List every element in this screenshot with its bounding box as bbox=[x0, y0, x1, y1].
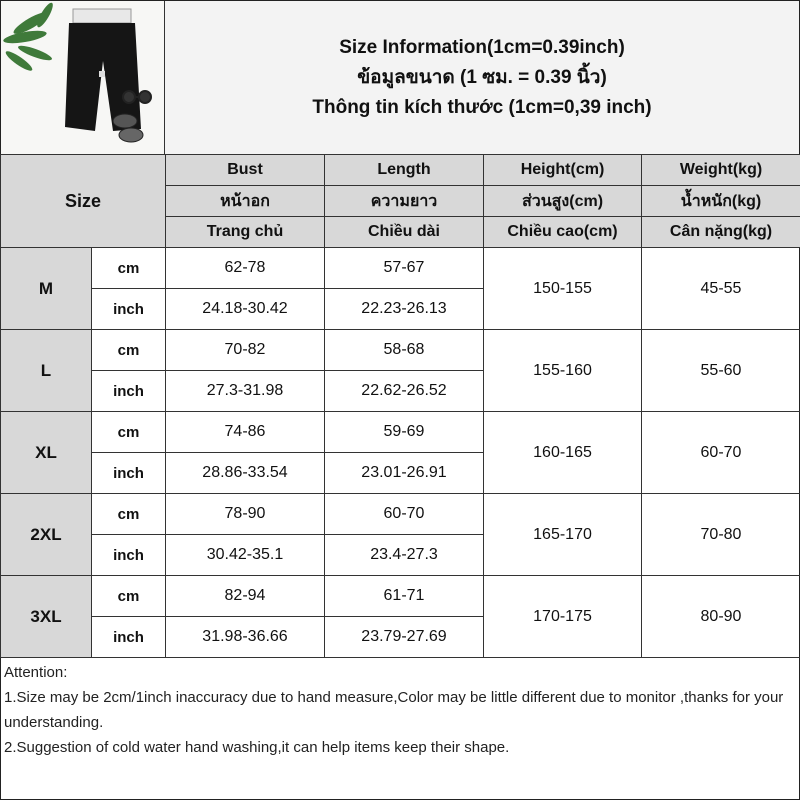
unit-cm: cm bbox=[92, 576, 166, 617]
header-row-english bbox=[1, 155, 800, 186]
weight-range: 45-55 bbox=[642, 248, 800, 330]
bust-inch: 28.86-33.54 bbox=[166, 453, 325, 494]
notes-line-2: 2.Suggestion of cold water hand washing,it can help items keep their shape. bbox=[4, 739, 510, 756]
length-cm: 58-68 bbox=[325, 330, 484, 371]
table-row bbox=[1, 412, 800, 453]
length-header-th: ความยาว bbox=[325, 186, 484, 217]
length-cm: 59-69 bbox=[325, 412, 484, 453]
height-header-vi: Chiều cao(cm) bbox=[484, 217, 642, 248]
title-vietnamese: Thông tin kích thước (1cm=0,39 inch) bbox=[312, 96, 652, 118]
bust-cm: 70-82 bbox=[166, 330, 325, 371]
weight-header-th: น้ำหนัก(kg) bbox=[642, 186, 800, 217]
bust-cm: 82-94 bbox=[166, 576, 325, 617]
length-inch: 22.62-26.52 bbox=[325, 371, 484, 412]
size-label: L bbox=[1, 330, 92, 412]
height-range: 155-160 bbox=[484, 330, 642, 412]
bust-inch: 27.3-31.98 bbox=[166, 371, 325, 412]
notes-heading: Attention: bbox=[4, 664, 68, 681]
size-column-header: Size bbox=[1, 155, 166, 248]
height-range: 150-155 bbox=[484, 248, 642, 330]
length-cm: 61-71 bbox=[325, 576, 484, 617]
size-label: 3XL bbox=[1, 576, 92, 658]
size-label: M bbox=[1, 248, 92, 330]
bust-header-vi: Trang chủ bbox=[166, 217, 325, 248]
length-inch: 23.01-26.91 bbox=[325, 453, 484, 494]
weight-header-vi: Cân nặng(kg) bbox=[642, 217, 800, 248]
bust-cm: 78-90 bbox=[166, 494, 325, 535]
weight-header-en: Weight(kg) bbox=[642, 155, 800, 186]
table-row bbox=[1, 330, 800, 371]
height-range: 160-165 bbox=[484, 412, 642, 494]
unit-cm: cm bbox=[92, 494, 166, 535]
length-header-vi: Chiều dài bbox=[325, 217, 484, 248]
length-inch: 23.79-27.69 bbox=[325, 617, 484, 658]
product-photo bbox=[1, 1, 165, 154]
unit-cm: cm bbox=[92, 330, 166, 371]
weight-range: 60-70 bbox=[642, 412, 800, 494]
bust-inch: 31.98-36.66 bbox=[166, 617, 325, 658]
title-thai: ข้อมูลขนาด (1 ซม. = 0.39 นิ้ว) bbox=[357, 66, 607, 88]
unit-cm: cm bbox=[92, 248, 166, 289]
length-inch: 23.4-27.3 bbox=[325, 535, 484, 576]
unit-inch: inch bbox=[92, 371, 166, 412]
notes-line-1: 1.Size may be 2cm/1inch inaccuracy due to hand measure,Color may be little different due to monitor ,thanks for your understanding. bbox=[4, 689, 784, 731]
size-table bbox=[0, 154, 800, 658]
size-label: XL bbox=[1, 412, 92, 494]
unit-inch: inch bbox=[92, 617, 166, 658]
table-row bbox=[1, 494, 800, 535]
length-inch: 22.23-26.13 bbox=[325, 289, 484, 330]
size-label: 2XL bbox=[1, 494, 92, 576]
length-cm: 60-70 bbox=[325, 494, 484, 535]
unit-inch: inch bbox=[92, 289, 166, 330]
attention-notes bbox=[4, 660, 794, 760]
product-illustration bbox=[1, 1, 164, 154]
weight-range: 70-80 bbox=[642, 494, 800, 576]
table-row bbox=[1, 248, 800, 289]
length-header-en: Length bbox=[325, 155, 484, 186]
size-info-title bbox=[165, 1, 799, 154]
unit-cm: cm bbox=[92, 412, 166, 453]
height-header-en: Height(cm) bbox=[484, 155, 642, 186]
weight-range: 80-90 bbox=[642, 576, 800, 658]
bust-inch: 24.18-30.42 bbox=[166, 289, 325, 330]
height-range: 170-175 bbox=[484, 576, 642, 658]
title-english: Size Information(1cm=0.39inch) bbox=[339, 36, 625, 58]
weight-range: 55-60 bbox=[642, 330, 800, 412]
height-header-th: ส่วนสูง(cm) bbox=[484, 186, 642, 217]
unit-inch: inch bbox=[92, 453, 166, 494]
bust-inch: 30.42-35.1 bbox=[166, 535, 325, 576]
unit-inch: inch bbox=[92, 535, 166, 576]
height-range: 165-170 bbox=[484, 494, 642, 576]
bust-cm: 74-86 bbox=[166, 412, 325, 453]
length-cm: 57-67 bbox=[325, 248, 484, 289]
bust-cm: 62-78 bbox=[166, 248, 325, 289]
bust-header-en: Bust bbox=[166, 155, 325, 186]
bust-header-th: หน้าอก bbox=[166, 186, 325, 217]
table-row bbox=[1, 576, 800, 617]
